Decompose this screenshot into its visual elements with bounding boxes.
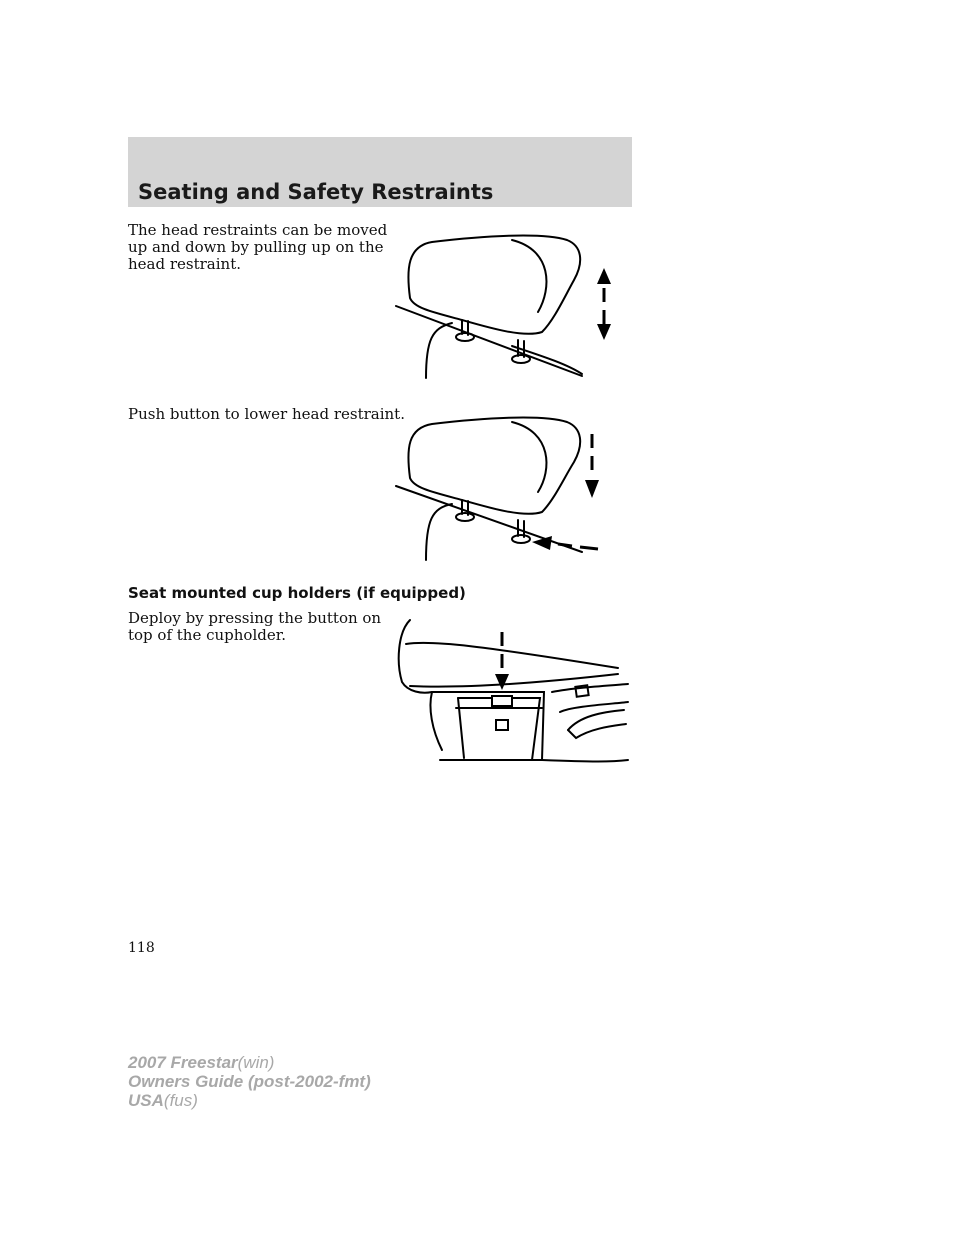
footer-market-code: (fus) [163, 1091, 198, 1110]
footer-market: USA [128, 1091, 164, 1110]
head-restraint-adjust-text: The head restraints can be moved up and down by pulling up on the head restraint. [128, 221, 388, 273]
push-button-lower-text: Push button to lower head restraint. [128, 405, 405, 423]
footer-model: 2007 Freestar [128, 1053, 238, 1072]
cupholder-heading: Seat mounted cup holders (if equipped) [128, 584, 466, 602]
footer-model-code: (win) [237, 1053, 275, 1072]
page-number: 118 [128, 940, 155, 956]
seat-cupholder-illustration [392, 612, 632, 767]
head-restraint-up-down-illustration [392, 228, 622, 383]
document-footer [128, 1053, 371, 1110]
footer-guide-type: Owners Guide (post-2002-fmt) [128, 1072, 371, 1091]
cupholder-deploy-text: Deploy by pressing the button on top of the cupholder. [128, 609, 382, 644]
section-title: Seating and Safety Restraints [138, 180, 494, 204]
head-restraint-lower-illustration [392, 412, 622, 562]
